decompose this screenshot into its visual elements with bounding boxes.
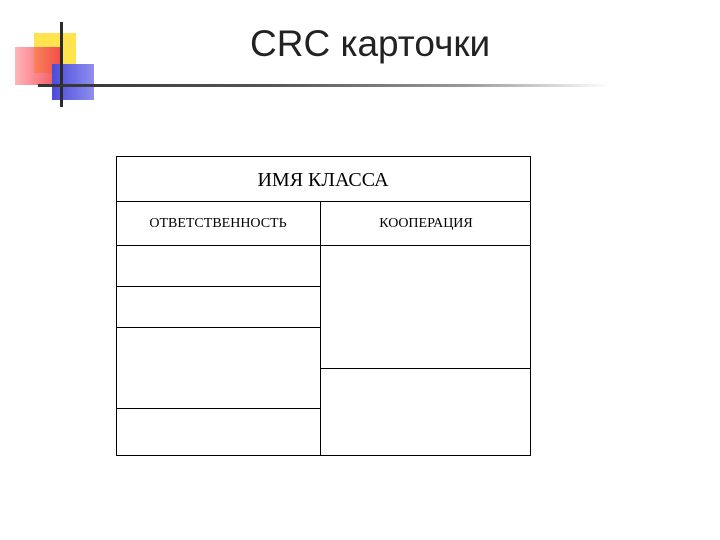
responsibility-cell[interactable] — [117, 409, 320, 455]
responsibility-cell[interactable] — [117, 287, 320, 327]
decor-vertical-line — [60, 22, 63, 107]
card-border-top — [116, 156, 531, 157]
class-name-divider — [116, 201, 531, 202]
collaboration-cell[interactable] — [321, 369, 530, 455]
title-underline — [38, 84, 610, 87]
collaboration-cell[interactable] — [321, 246, 530, 368]
class-name-label: ИМЯ КЛАССА — [257, 169, 389, 191]
crc-card — [116, 156, 531, 456]
responsibility-cell[interactable] — [117, 246, 320, 286]
card-border-bottom — [116, 455, 531, 456]
slide-title: CRC карточки — [250, 23, 491, 64]
responsibility-cell[interactable] — [117, 328, 320, 408]
decor-blue-square — [52, 64, 94, 100]
collaboration-header: КООПЕРАЦИЯ — [379, 216, 473, 231]
responsibility-header: ОТВЕТСТВЕННОСТЬ — [149, 216, 287, 231]
